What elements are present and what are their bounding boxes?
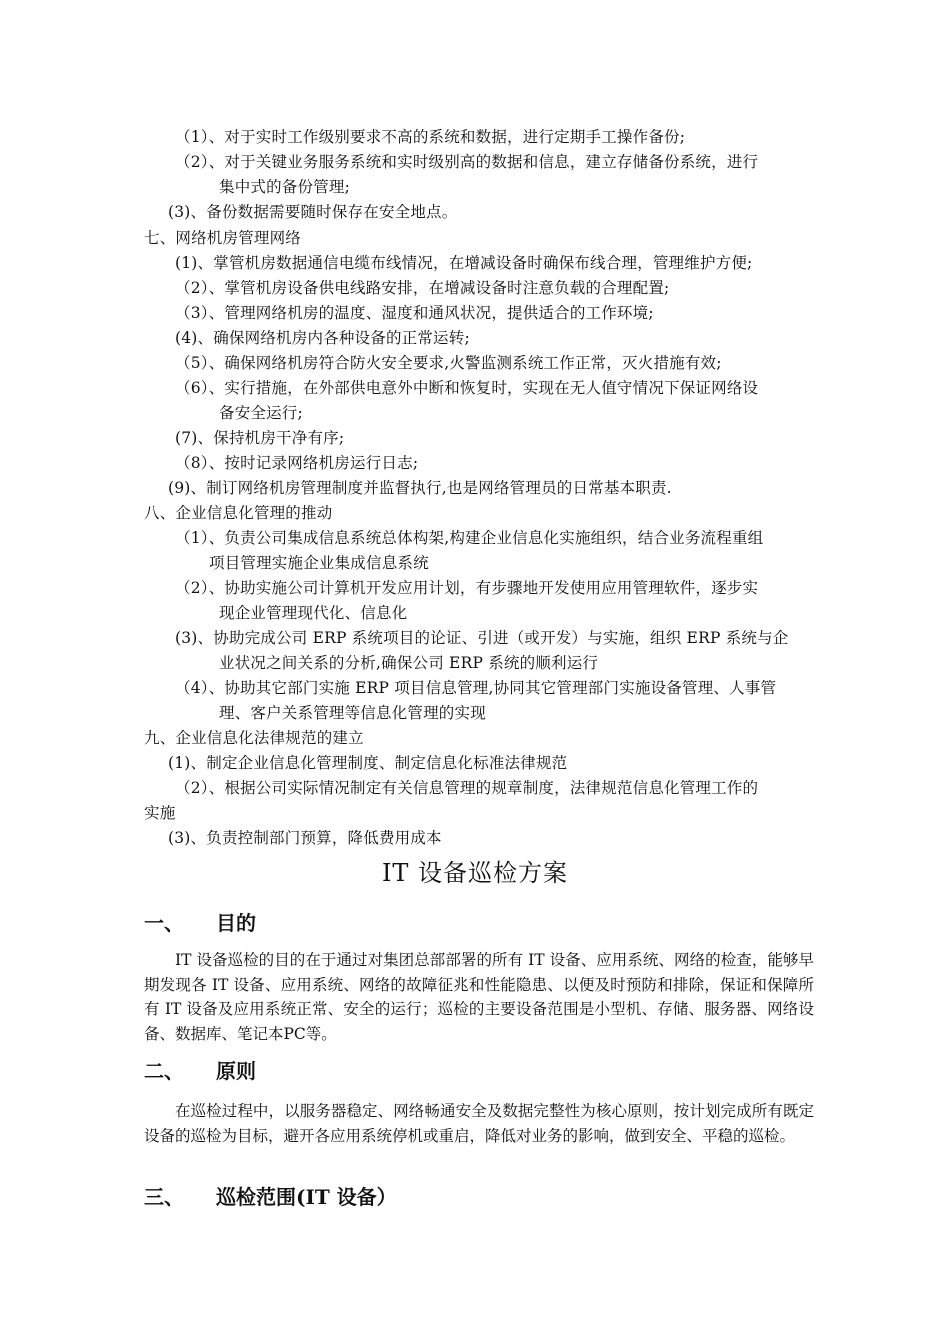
heading-scope-number: 三、 (144, 1185, 184, 1209)
s8-item-4-cont: 理、客户关系管理等信息化管理的实现 (219, 704, 486, 722)
line-backup-2: （2）、对于关键业务服务系统和实时级别高的数据和信息，建立存储备份系统，进行 (175, 153, 759, 171)
section-heading-8: 八、企业信息化管理的推动 (144, 504, 333, 522)
section-heading-7: 七、网络机房管理网络 (144, 229, 302, 247)
heading-purpose-label: 目的 (216, 911, 256, 935)
s9-item-2: （2）、根据公司实际情况制定有关信息管理的规章制度，法律规范信息化管理工作的 (175, 779, 759, 797)
s7-item-4: (4)、确保网络机房内各种设备的正常运转; (175, 329, 470, 347)
s7-item-7: (7)、保持机房干净有序; (175, 429, 345, 447)
section-heading-9: 九、企业信息化法律规范的建立 (144, 729, 364, 747)
line-backup-1: （1）、对于实时工作级别要求不高的系统和数据，进行定期手工操作备份; (175, 128, 686, 146)
s7-item-6: （6）、实行措施，在外部供电意外中断和恢复时，实现在无人值守情况下保证网络设 (175, 379, 759, 397)
document-title: IT 设备巡检方案 (381, 859, 569, 887)
heading-principle (144, 1056, 256, 1086)
s8-item-4: （4）、协助其它部门实施 ERP 项目信息管理,协同其它管理部门实施设备管理、人事管 (175, 679, 777, 697)
s7-item-9: (9)、制订网络机房管理制度并监督执行,也是网络管理员的日常基本职责. (168, 479, 672, 497)
heading-purpose (144, 908, 256, 938)
s7-item-8: （8）、按时记录网络机房运行日志; (175, 454, 419, 472)
s8-item-3: (3)、协助完成公司 ERP 系统项目的论证、引进（或开发）与实施，组织 ERP 系统与企 (175, 629, 789, 647)
heading-scope (144, 1182, 397, 1212)
heading-purpose-number: 一、 (144, 911, 184, 935)
s7-item-6-cont: 备安全运行; (219, 404, 303, 422)
heading-principle-label: 原则 (216, 1059, 256, 1083)
s8-item-3-cont: 业状况之间关系的分析,确保公司 ERP 系统的顺利运行 (219, 654, 599, 672)
s8-item-2: （2）、协助实施公司计算机开发应用计划，有步骤地开发使用应用管理软件，逐步实 (175, 579, 759, 597)
s7-item-3: （3）、管理网络机房的温度、湿度和通风状况，提供适合的工作环境; (175, 304, 654, 322)
s8-item-1-cont: 项目管理实施企业集成信息系统 (209, 554, 429, 572)
s9-item-2-cont: 实施 (144, 804, 176, 822)
line-backup-3: (3)、备份数据需要随时保存在安全地点。 (168, 203, 458, 221)
s8-item-1: （1）、负责公司集成信息系统总体构架,构建企业信息化实施组织，结合业务流程重组 (175, 529, 764, 547)
s7-item-1: (1)、掌管机房数据通信电缆布线情况，在增减设备时确保布线合理，管理维护方便; (175, 254, 753, 272)
heading-principle-number: 二、 (144, 1059, 184, 1083)
s7-item-5: （5）、确保网络机房符合防火安全要求,火警监测系统工作正常，灭火措施有效; (175, 354, 722, 372)
line-backup-2-cont: 集中式的备份管理; (219, 178, 351, 196)
s8-item-2-cont: 现企业管理现代化、信息化 (219, 604, 408, 622)
heading-scope-label: 巡检范围(IT 设备） (216, 1185, 397, 1209)
s9-item-3: (3)、负责控制部门预算，降低费用成本 (168, 829, 442, 847)
s7-item-2: （2）、掌管机房设备供电线路安排，在增减设备时注意负载的合理配置; (175, 279, 670, 297)
s9-item-1: (1)、制定企业信息化管理制度、制定信息化标准法律规范 (168, 754, 568, 772)
principle-paragraph: 在巡检过程中，以服务器稳定、网络畅通安全及数据完整性为核心原则，按计划完成所有既定设备的巡检为目标，避开各应用系统停机或重启，降低对业务的影响，做到安全、平稳的巡检。 (144, 1102, 814, 1145)
purpose-paragraph: IT 设备巡检的目的在于通过对集团总部部署的所有 IT 设备、应用系统、网络的检查，能够早期发现各 IT 设备、应用系统、网络的故障征兆和性能隐患、以便及时预防和排除，保证和保障所有 IT 设备及应用系统正常、安全的运行；巡检的主要设备范围是小型机、存储、服务器、网络设备、数据库、笔记本PC等。 (144, 951, 814, 1043)
